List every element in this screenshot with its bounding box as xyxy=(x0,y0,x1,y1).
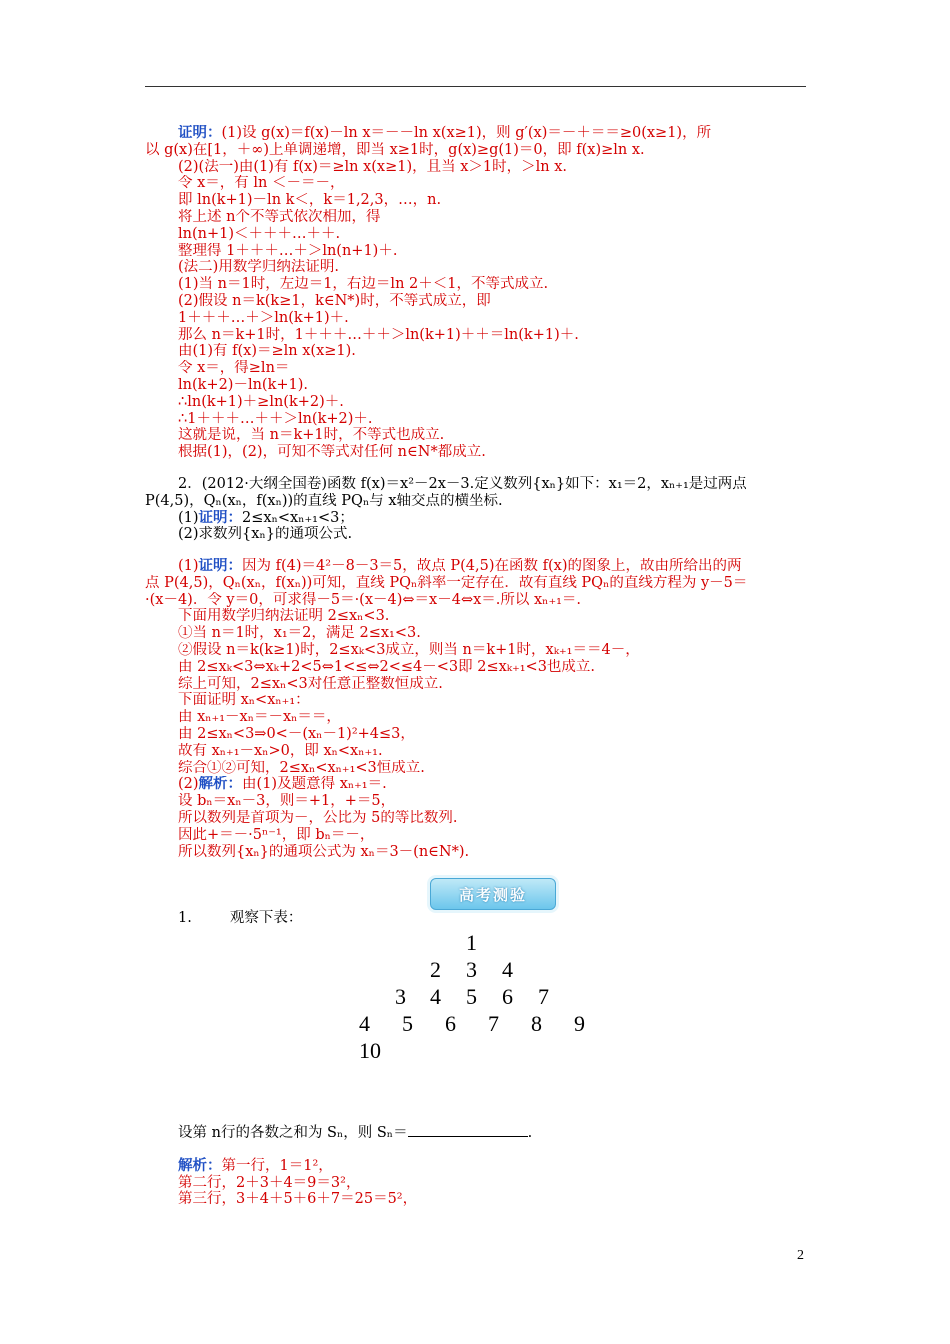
triangle-cell: 1 xyxy=(466,930,477,955)
proof-line: 令 x＝，得≥ln＝ xyxy=(178,360,290,377)
solution-line: (1)证明：因为 f(4)＝4²－8－3＝5，故点 P(4,5)在函数 f(x)的图象上，故由所给出的两 xyxy=(178,558,742,574)
solution-line: 综合①②可知，2≤xₙ<xₙ₊₁<3恒成立. xyxy=(178,759,425,776)
proof-line: 这就是说，当 n＝k+1时，不等式也成立. xyxy=(178,427,445,444)
triangle-cell: 8 xyxy=(531,1011,542,1036)
proof-line: 证明：(1)设 g(x)＝f(x)－ln x＝－－ln x(x≥1)，则 g′(x)＝－＋＝＝≥0(x≥1)，所 xyxy=(178,125,712,141)
proof-line: ln(k+2)－ln(k+1). xyxy=(178,376,309,393)
solution-2 xyxy=(145,558,807,860)
solution-line: ①当 n＝1时，x₁＝2，满足 2≤x₁<3. xyxy=(178,625,421,642)
triangle-cell: 6 xyxy=(445,1011,456,1036)
triangle-cell: 7 xyxy=(488,1011,499,1036)
problem-line: P(4,5)，Qₙ(xₙ，f(xₙ))的直线 PQₙ与 x轴交点的横坐标. xyxy=(145,492,503,509)
proof-line: 由(1)有 f(x)＝≥ln x(x≥1). xyxy=(178,343,356,360)
proof-line: ∴1＋＋＋…＋＋＞ln(k+2)＋. xyxy=(178,410,373,427)
triangle-cell: 4 xyxy=(430,984,441,1009)
solution-line: ·(x－4)．令 y＝0，可求得－5＝·(x－4)⇔＝x－4⇔x＝.所以 xₙ₊₁＝. xyxy=(145,591,582,608)
exam-test-badge: 高考测验 xyxy=(430,878,556,910)
triangle-cell: 5 xyxy=(402,1011,413,1036)
solution-line: 点 P(4,5)，Qₙ(xₙ，f(xₙ))可知，直线 PQₙ斜率一定存在．故有直线 PQₙ的直线方程为 y－5＝ xyxy=(145,574,748,591)
proof-line: 1＋＋＋…＋＞ln(k+1)＋. xyxy=(178,309,349,326)
proof-line: (1)当 n＝1时，左边＝1，右边＝ln 2＋＜1，不等式成立. xyxy=(178,276,549,293)
problem-part-2: (2)求数列{xₙ}的通项公式. xyxy=(178,526,353,543)
proof-line: 那么 n＝k+1时，1＋＋＋…＋＋＞ln(k+1)＋＋＝ln(k+1)＋. xyxy=(178,326,579,343)
solution-line: 所以数列是首项为－，公比为 5的等比数列. xyxy=(178,809,458,826)
solution-line: 综上可知，2≤xₙ<3对任意正整数恒成立. xyxy=(178,675,443,692)
answer-line: 第二行，2＋3＋4＝9＝3²， xyxy=(178,1174,361,1191)
proof-line: 以 g(x)在[1，＋∞)上单调递增，即当 x≥1时，g(x)≥g(1)＝0，即 f(x)≥ln x. xyxy=(145,141,645,158)
solution-line: 下面证明 xₙ<xₙ₊₁： xyxy=(178,692,310,709)
proof-1 xyxy=(145,125,807,461)
triangle-cell: 2 xyxy=(430,957,441,982)
triangle-cell: 5 xyxy=(466,984,477,1009)
sum-question: 设第 n行的各数之和为 Sₙ，则 Sₙ＝ . xyxy=(178,1125,533,1141)
solution-line: 所以数列{xₙ}的通项公式为 xₙ＝3－(n∈N*). xyxy=(178,843,470,860)
proof-line: 即 ln(k+1)－ln k＜，k＝1,2,3，…，n. xyxy=(178,192,442,209)
proof-line: 令 x＝，有 ln ＜－＝－， xyxy=(178,175,345,192)
answer-blank[interactable] xyxy=(408,1124,528,1137)
solution-line: 因此+＝－·5ⁿ⁻¹，即 bₙ＝－， xyxy=(178,826,375,843)
triangle-cell: 4 xyxy=(359,1011,370,1036)
problem-part-1: (1)证明：2≤xₙ<xₙ₊₁<3； xyxy=(178,509,354,526)
triangle-cell: 7 xyxy=(538,984,549,1009)
solution-line: 由 2≤xₖ<3⇔xₖ+2<5⇔1<≤⇔2<≤4－<3即 2≤xₖ₊₁<3也成立. xyxy=(178,658,596,675)
proof-line: ∴ln(k+1)＋≥ln(k+2)＋. xyxy=(178,393,344,410)
solution-line: 由 2≤xₙ<3⇒0<－(xₙ－1)²+4≤3， xyxy=(178,725,415,742)
proof-line: ln(n+1)＜＋＋＋…＋＋. xyxy=(178,225,341,242)
header-rule xyxy=(145,86,806,87)
problem-2 xyxy=(145,476,807,543)
answer-line: 第三行，3＋4＋5＋6＋7＝25＝5²， xyxy=(178,1191,418,1207)
solution-analysis: (2)解析：由(1)及题意得 xₙ₊₁＝. xyxy=(178,776,387,793)
solution-line: ②假设 n＝k(k≥1)时，2≤xₖ<3成立，则当 n＝k+1时，xₖ₊₁＝＝4－， xyxy=(178,641,640,658)
answer-line: 解析：第一行，1＝1²， xyxy=(178,1157,333,1174)
proof-label: 证明： xyxy=(178,125,222,141)
answer-1 xyxy=(178,1158,778,1208)
question-1-prompt: 1. 观察下表： xyxy=(178,910,303,926)
triangle-cell: 3 xyxy=(395,984,406,1009)
solution-line: 下面用数学归纳法证明 2≤xₙ<3. xyxy=(178,608,390,625)
triangle-cell: 6 xyxy=(502,984,513,1009)
proof-line: (2)假设 n＝k(k≥1，k∈N*)时，不等式成立，即 xyxy=(178,292,491,309)
proof-line: 根据(1)，(2)，可知不等式对任何 n∈N*都成立. xyxy=(178,444,486,461)
proof-line: 将上述 n个不等式依次相加，得 xyxy=(178,208,381,225)
triangle-cell: 4 xyxy=(502,957,513,982)
page-number: 2 xyxy=(797,1248,804,1263)
proof-line: (2)(法一)由(1)有 f(x)＝≥ln x(x≥1)，且当 x＞1时，＞ln x. xyxy=(178,158,568,175)
proof-line: (法二)用数学归纳法证明. xyxy=(178,259,339,276)
solution-line: 设 bₙ＝xₙ－3，则＝+1，+＝5， xyxy=(178,793,396,810)
solution-line: 由 xₙ₊₁－xₙ＝－xₙ＝＝， xyxy=(178,709,341,726)
solution-line: 故有 xₙ₊₁－xₙ>0，即 xₙ<xₙ₊₁. xyxy=(178,742,383,759)
triangle-cell: 10 xyxy=(359,1038,381,1063)
triangle-cell: 3 xyxy=(466,957,477,982)
triangle-cell: 9 xyxy=(574,1011,585,1036)
problem-line: 2．(2012·大纲全国卷)函数 f(x)＝x²－2x－3.定义数列{xₙ}如下：x₁＝2，xₙ₊₁是过两点 xyxy=(178,476,747,492)
proof-line: 整理得 1＋＋＋…＋＞ln(n+1)＋. xyxy=(178,242,398,259)
